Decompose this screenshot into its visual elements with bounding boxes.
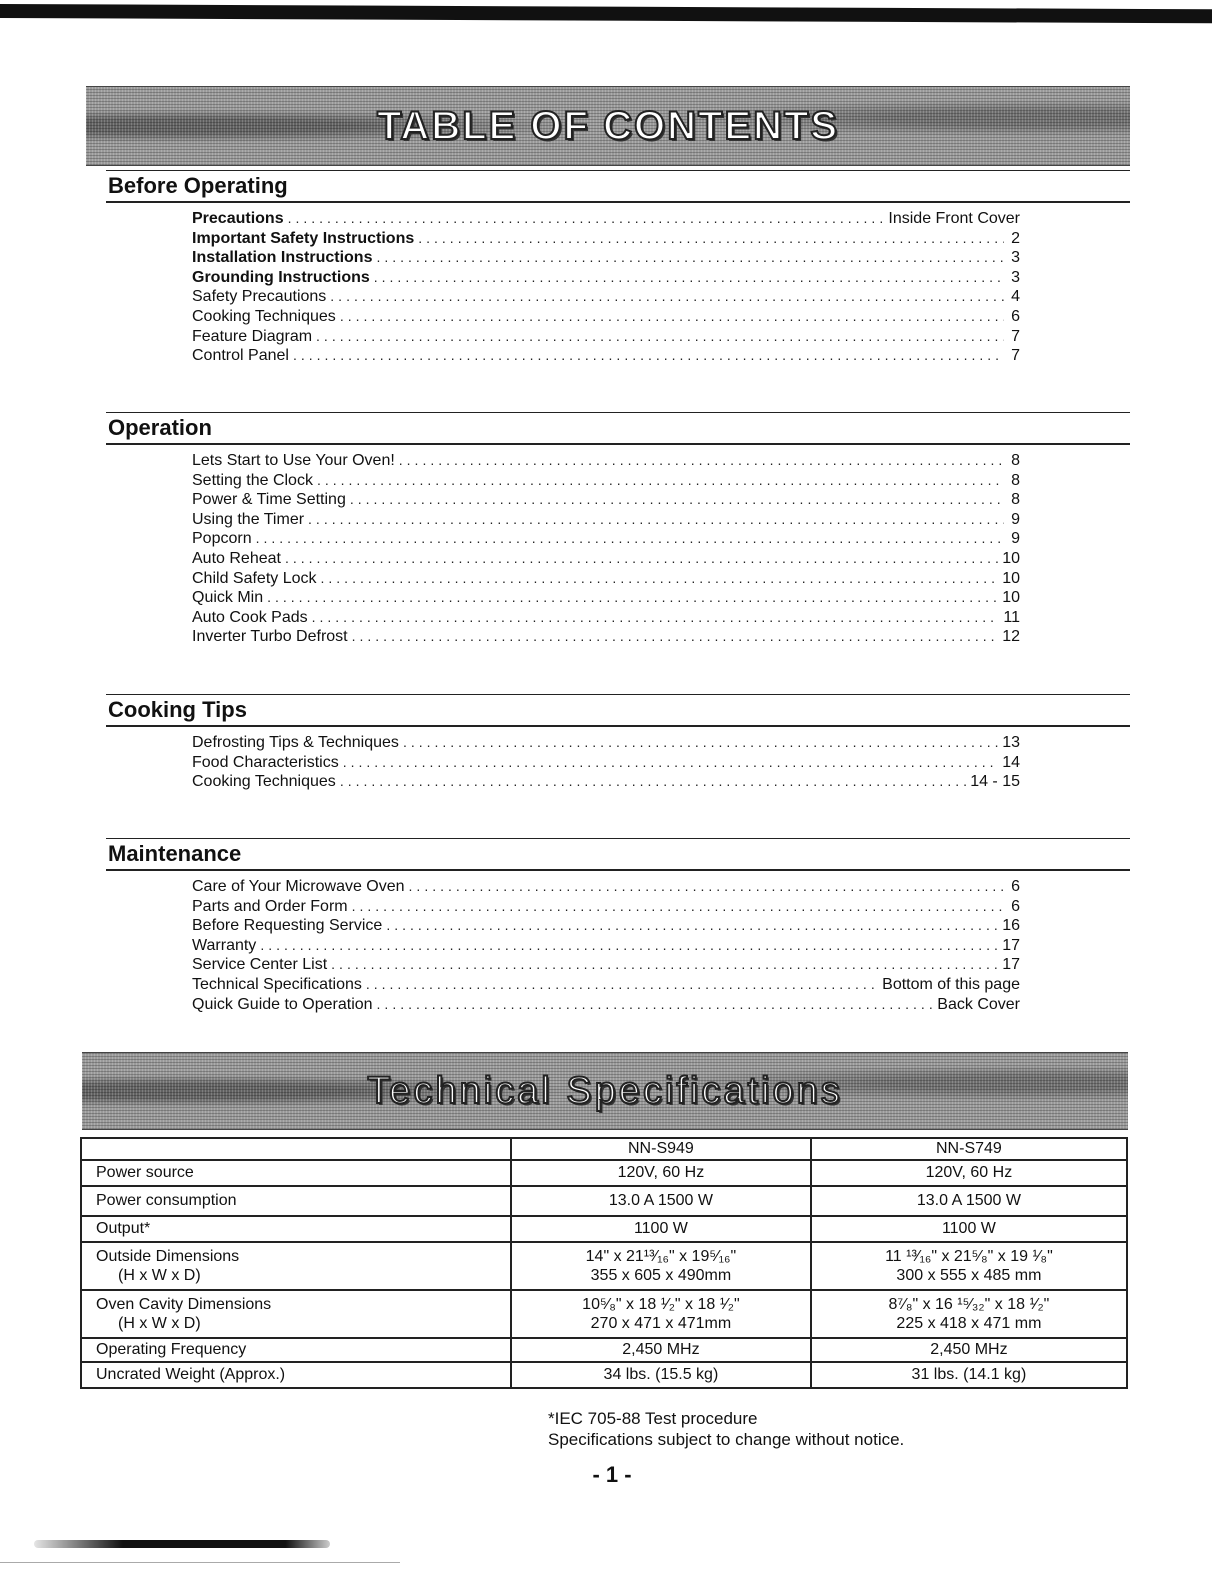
entry-page: 13 <box>1002 734 1020 751</box>
row-value: 13.0 A 1500 W <box>511 1186 811 1216</box>
dot-leader <box>330 287 1004 307</box>
entry-page: 3 <box>1011 249 1020 267</box>
entry-label: Care of Your Microwave Oven <box>192 878 405 895</box>
entry-label: Food Characteristics <box>192 753 339 771</box>
toc-entry[interactable] <box>192 995 1020 1015</box>
toc-entry[interactable] <box>192 753 1020 773</box>
section-operation <box>106 412 1130 647</box>
section-title: Maintenance <box>106 838 1130 867</box>
entry-label: Auto Cook Pads <box>192 608 308 626</box>
toc-entry[interactable] <box>192 627 1020 647</box>
toc-entry[interactable] <box>192 569 1020 589</box>
entry-page: 12 <box>1002 628 1020 646</box>
entry-page: 10 <box>1002 549 1020 567</box>
entry-page: 10 <box>1002 569 1020 587</box>
dot-leader <box>288 209 885 229</box>
entry-label: Service Center List <box>192 956 328 974</box>
row-label: Power consumption <box>81 1186 511 1216</box>
row-value: 120V, 60 Hz <box>811 1160 1127 1186</box>
toc-title: TABLE OF CONTENTS <box>376 103 840 148</box>
entry-page: 16 <box>1002 917 1020 935</box>
dot-leader <box>352 897 1004 917</box>
entry-page: 8 <box>1011 452 1020 469</box>
row-value-metric: 225 x 418 x 471 mm <box>896 1315 1042 1332</box>
toc-entry[interactable] <box>192 471 1020 491</box>
toc-entry[interactable] <box>192 451 1020 471</box>
row-value: 2,450 MHz <box>511 1338 811 1362</box>
dot-leader <box>366 975 878 995</box>
dot-leader <box>418 229 1004 249</box>
entry-page: 8 <box>1011 491 1020 509</box>
entry-page: 3 <box>1011 268 1020 286</box>
entry-page: 6 <box>1011 897 1020 915</box>
footnote-line: Specifications subject to change without notice. <box>548 1430 905 1449</box>
row-value: 34 lbs. (15.5 kg) <box>511 1362 811 1388</box>
row-value: 2,450 MHz <box>811 1338 1127 1362</box>
entry-page: 9 <box>1011 530 1020 548</box>
toc-entry[interactable] <box>192 327 1020 347</box>
entry-label: Quick Min <box>192 589 264 607</box>
entry-label: Precautions <box>192 210 284 227</box>
dot-leader <box>285 549 998 569</box>
row-value-metric: 270 x 471 x 471mm <box>590 1315 732 1332</box>
section-title: Cooking Tips <box>106 694 1130 723</box>
dot-leader <box>376 248 1004 268</box>
row-value: 13.0 A 1500 W <box>811 1186 1127 1216</box>
toc-entries <box>192 209 1020 366</box>
entry-page: 17 <box>1002 956 1020 974</box>
toc-entry[interactable] <box>192 955 1020 975</box>
toc-entries <box>192 451 1020 647</box>
dot-leader <box>386 916 998 936</box>
toc-entry[interactable] <box>192 916 1020 936</box>
dot-leader <box>256 529 1004 549</box>
toc-entries <box>192 733 1020 792</box>
dot-leader <box>317 471 1004 491</box>
row-label: Oven Cavity Dimensions <box>96 1296 272 1313</box>
row-label: Outside Dimensions <box>96 1248 240 1265</box>
footnote <box>548 1408 904 1450</box>
toc-entry[interactable] <box>192 733 1020 753</box>
dot-leader <box>343 753 998 773</box>
table-row <box>81 1216 1127 1242</box>
row-label: Power source <box>81 1160 511 1186</box>
dot-leader <box>331 955 998 975</box>
toc-entry[interactable] <box>192 549 1020 569</box>
entry-label: Popcorn <box>192 530 252 548</box>
section-before-operating <box>106 170 1130 366</box>
row-value: 31 lbs. (14.1 kg) <box>811 1362 1127 1388</box>
row-sublabel: (H x W x D) <box>118 1315 201 1332</box>
toc-entry[interactable] <box>192 248 1020 268</box>
dot-leader <box>377 995 934 1015</box>
header-blank-cell <box>81 1138 511 1160</box>
specs-title: Technical Specifications <box>367 1069 843 1112</box>
dot-leader <box>321 569 999 589</box>
entry-page: 14 - 15 <box>970 773 1020 791</box>
dot-leader <box>260 936 998 956</box>
entry-page: 11 <box>1003 608 1020 626</box>
toc-entry[interactable] <box>192 588 1020 608</box>
row-label-cell <box>81 1290 511 1338</box>
entry-page: 7 <box>1011 347 1020 365</box>
row-value-imperial: 8⁷⁄₈" x 16 ¹⁵⁄₃₂" x 18 ¹⁄₂" <box>888 1296 1050 1313</box>
entry-page: 4 <box>1011 288 1020 306</box>
entry-label: Grounding Instructions <box>192 268 370 286</box>
dot-leader <box>350 490 1004 510</box>
row-label: Operating Frequency <box>81 1338 511 1362</box>
section-divider <box>106 725 1130 727</box>
dot-leader <box>352 627 999 647</box>
bottom-scan-mark <box>34 1540 330 1548</box>
footnote-line: *IEC 705-88 Test procedure <box>548 1409 758 1428</box>
section-divider <box>106 201 1130 203</box>
row-value-metric: 355 x 605 x 490mm <box>590 1267 732 1284</box>
entry-page: 17 <box>1002 936 1020 954</box>
table-row <box>81 1186 1127 1216</box>
section-divider <box>106 869 1130 871</box>
entry-label: Safety Precautions <box>192 288 327 306</box>
entry-label: Feature Diagram <box>192 327 313 345</box>
dot-leader <box>409 877 1004 897</box>
table-row <box>81 1338 1127 1362</box>
entry-page: Back Cover <box>937 995 1020 1013</box>
row-label-cell <box>81 1242 511 1290</box>
entry-label: Cooking Techniques <box>192 773 336 791</box>
dot-leader <box>267 588 998 608</box>
dot-leader <box>308 510 1004 530</box>
bottom-rule <box>0 1562 400 1563</box>
table-row <box>81 1362 1127 1388</box>
toc-entry[interactable] <box>192 209 1020 229</box>
dot-leader <box>399 451 1004 471</box>
toc-entry[interactable] <box>192 510 1020 530</box>
section-title: Before Operating <box>106 170 1130 199</box>
section-divider <box>106 443 1130 445</box>
toc-entry[interactable] <box>192 897 1020 917</box>
row-value: 1100 W <box>511 1216 811 1242</box>
entry-label: Control Panel <box>192 347 289 365</box>
entry-label: Important Safety Instructions <box>192 229 415 247</box>
dot-leader <box>293 346 1004 366</box>
row-value: 1100 W <box>811 1216 1127 1242</box>
entry-page: 2 <box>1011 229 1020 247</box>
entry-label: Defrosting Tips & Techniques <box>192 734 399 751</box>
dot-leader <box>316 327 1004 347</box>
entry-label: Lets Start to Use Your Oven! <box>192 452 395 469</box>
model-header: NN-S749 <box>811 1138 1127 1160</box>
toc-entry[interactable] <box>192 877 1020 897</box>
toc-entry[interactable] <box>192 490 1020 510</box>
entry-page: 9 <box>1011 510 1020 528</box>
toc-banner <box>86 86 1130 166</box>
entry-page: 6 <box>1011 878 1020 895</box>
toc-entry[interactable] <box>192 772 1020 792</box>
row-value-imperial: 14" x 21¹³⁄₁₆" x 19⁵⁄₁₆" <box>585 1248 737 1265</box>
dot-leader <box>374 268 1004 288</box>
toc-entry[interactable] <box>192 307 1020 327</box>
table-row <box>81 1290 1127 1338</box>
top-border-rule <box>0 4 1212 23</box>
row-value: 120V, 60 Hz <box>511 1160 811 1186</box>
dot-leader <box>340 772 966 792</box>
section-maintenance <box>106 838 1130 1014</box>
row-value-cell <box>811 1242 1127 1290</box>
row-value-cell <box>511 1290 811 1338</box>
entry-page: 10 <box>1002 589 1020 607</box>
dot-leader <box>340 307 1004 327</box>
entry-page: 7 <box>1011 327 1020 345</box>
entry-label: Child Safety Lock <box>192 569 317 587</box>
page-number: - 1 - <box>592 1462 632 1487</box>
entry-page: Bottom of this page <box>882 975 1020 993</box>
section-title: Operation <box>106 412 1130 441</box>
row-value-imperial: 11 ¹³⁄₁₆" x 21⁵⁄₈" x 19 ¹⁄₈" <box>885 1248 1053 1265</box>
entry-label: Auto Reheat <box>192 549 281 567</box>
toc-entry[interactable] <box>192 975 1020 995</box>
table-row <box>81 1242 1127 1290</box>
table-header-row <box>81 1138 1127 1160</box>
toc-entry[interactable] <box>192 346 1020 366</box>
entry-label: Technical Specifications <box>192 975 362 993</box>
toc-entry[interactable] <box>192 268 1020 288</box>
entry-label: Inverter Turbo Defrost <box>192 628 348 646</box>
toc-entries <box>192 877 1020 1014</box>
entry-label: Warranty <box>192 936 257 954</box>
row-value-cell <box>811 1290 1127 1338</box>
entry-label: Power & Time Setting <box>192 491 346 509</box>
toc-entry[interactable] <box>192 287 1020 307</box>
dot-leader <box>312 608 1000 628</box>
entry-label: Before Requesting Service <box>192 917 383 935</box>
entry-label: Setting the Clock <box>192 471 313 489</box>
toc-entry[interactable] <box>192 229 1020 249</box>
row-label: Uncrated Weight (Approx.) <box>81 1362 511 1388</box>
entry-label: Installation Instructions <box>192 249 373 267</box>
row-label: Output* <box>81 1216 511 1242</box>
entry-page: 14 <box>1002 753 1020 771</box>
row-sublabel: (H x W x D) <box>118 1267 201 1284</box>
entry-page: 8 <box>1011 471 1020 489</box>
toc-entry[interactable] <box>192 608 1020 628</box>
entry-page: Inside Front Cover <box>888 210 1020 227</box>
specs-table <box>80 1137 1128 1389</box>
specs-banner <box>82 1052 1128 1130</box>
entry-label: Using the Timer <box>192 510 305 528</box>
dot-leader <box>403 733 998 753</box>
table-row <box>81 1160 1127 1186</box>
entry-page: 6 <box>1011 307 1020 325</box>
entry-label: Cooking Techniques <box>192 307 336 325</box>
row-value-imperial: 10⁵⁄₈" x 18 ¹⁄₂" x 18 ¹⁄₂" <box>582 1296 740 1313</box>
entry-label: Quick Guide to Operation <box>192 995 373 1013</box>
toc-entry[interactable] <box>192 529 1020 549</box>
model-header: NN-S949 <box>511 1138 811 1160</box>
entry-label: Parts and Order Form <box>192 897 348 915</box>
row-value-metric: 300 x 555 x 485 mm <box>896 1267 1042 1284</box>
row-value-cell <box>511 1242 811 1290</box>
toc-entry[interactable] <box>192 936 1020 956</box>
section-cooking-tips <box>106 694 1130 792</box>
